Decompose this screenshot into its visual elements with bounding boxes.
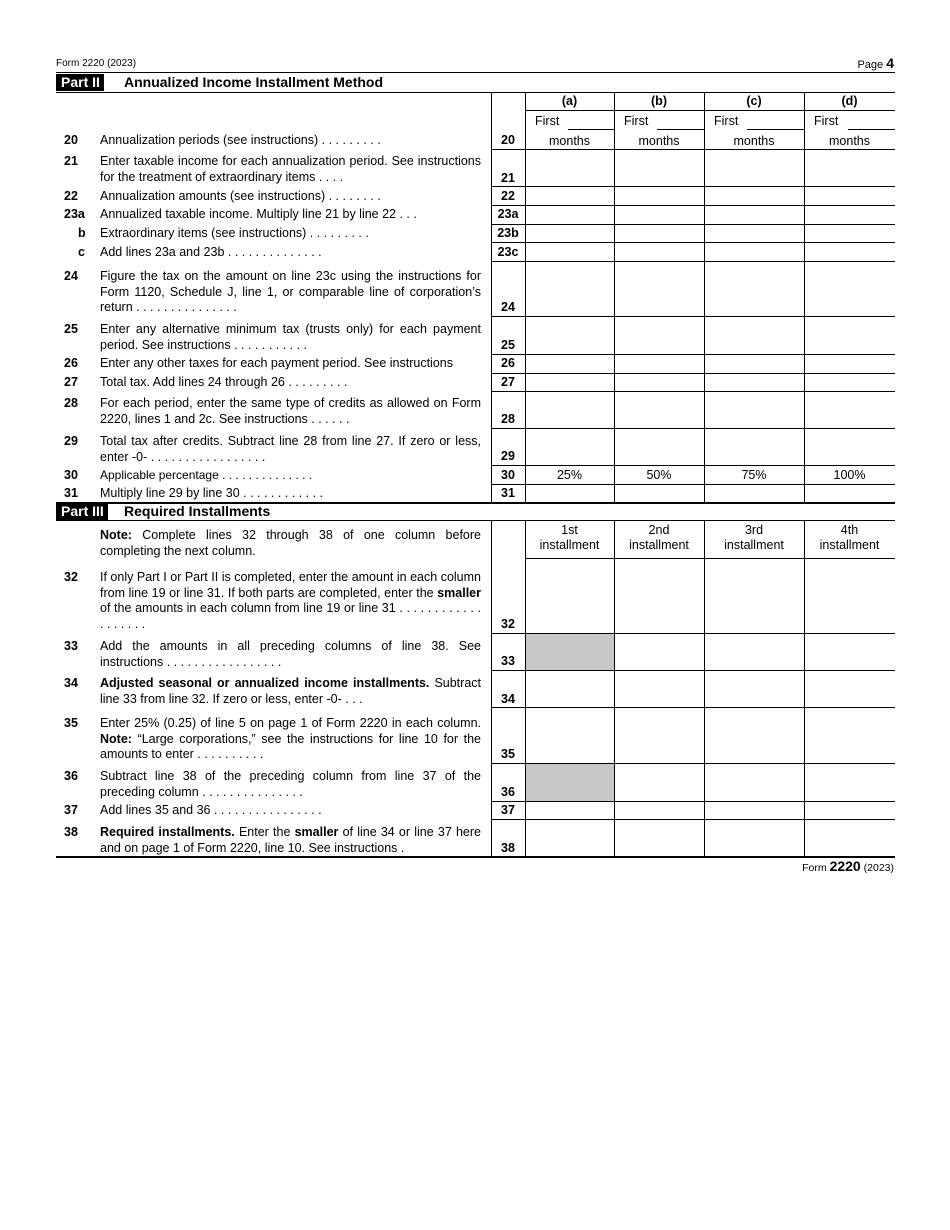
grid-line — [491, 465, 895, 466]
line-text: “Large corporations,” see the instructions for line 10 for the amounts to enter . . . . . . . . . . — [100, 731, 481, 761]
line-box-27: 27 — [501, 375, 515, 389]
first-label-d: First — [814, 114, 839, 128]
part2-title: Annualized Income Installment Method — [124, 74, 384, 90]
part2-tag: Part II — [56, 74, 104, 91]
line-number: 29 — [64, 434, 78, 448]
months-label-b: months — [638, 134, 680, 148]
installment-label: 3rd — [744, 523, 764, 537]
first-label-c: First — [714, 114, 739, 128]
installment-label: installment — [629, 538, 689, 552]
line-text: of the amounts in each column from line 19 or line 31 . . . . . . . . . . . . . . . . . . . — [100, 601, 481, 631]
bottom-rule — [56, 856, 895, 858]
shaded-cell-33 — [526, 634, 614, 670]
grid-line — [491, 428, 895, 429]
line-bold: Adjusted seasonal or annualized income installments. — [100, 676, 430, 690]
grid-line — [614, 93, 615, 503]
line-number: 35 — [64, 716, 78, 730]
grid-line — [491, 186, 895, 187]
line-number: 21 — [64, 154, 78, 168]
months-input-a[interactable] — [568, 129, 614, 130]
col-c-header: (c) — [746, 94, 762, 108]
grid-line — [525, 558, 895, 559]
line-box-33: 33 — [501, 654, 515, 668]
line-number: 20 — [64, 133, 78, 147]
part3-tag: Part III — [56, 503, 108, 520]
installment-header-2 — [614, 523, 704, 553]
months-label-a: months — [549, 134, 590, 148]
first-label-b: First — [624, 114, 649, 128]
pct-c: 75% — [741, 468, 767, 482]
line-box-21: 21 — [501, 171, 515, 185]
installment-label: 1st — [561, 523, 578, 537]
grid-line — [491, 224, 895, 225]
line-number: 24 — [64, 269, 78, 283]
line-description — [100, 825, 481, 856]
line-number: 25 — [64, 322, 78, 336]
line-description: Enter any other taxes for each payment period. See instructions — [100, 356, 453, 370]
line-description: Annualized taxable income. Multiply line 21 by line 22 . . . — [100, 207, 417, 221]
line-box-20: 20 — [501, 133, 515, 147]
top-rule — [56, 72, 895, 73]
installment-label: installment — [819, 538, 880, 552]
line-text: Enter the — [234, 825, 295, 839]
months-input-c[interactable] — [747, 129, 804, 130]
installment-header-4 — [804, 523, 895, 553]
line-number: 38 — [64, 825, 78, 839]
line-description: Extraordinary items (see instructions) . . . . . . . . . — [100, 226, 369, 240]
grid-line — [804, 93, 805, 503]
line-number: 32 — [64, 570, 78, 584]
months-input-d[interactable] — [848, 129, 895, 130]
line-box-32: 32 — [501, 617, 515, 631]
grid-line — [614, 521, 615, 857]
line-bold: Required installments. — [100, 825, 235, 839]
footer-year: (2023) — [863, 862, 894, 874]
installment-label: 2nd — [648, 523, 670, 537]
grid-line — [491, 149, 895, 150]
note-text — [100, 528, 481, 559]
installment-label: installment — [724, 538, 784, 552]
line-number: 30 — [64, 468, 78, 482]
line-box-24: 24 — [501, 300, 515, 314]
grid-line — [491, 205, 895, 206]
grid-line — [804, 521, 805, 857]
line-box-23c: 23c — [497, 245, 519, 259]
line-text: If only Part I or Part II is completed, enter the amount in each column from line 19 or line 31. If both parts are completed, enter the — [100, 570, 481, 600]
line-number: 22 — [64, 189, 78, 203]
line-number: 34 — [64, 676, 78, 690]
footer-form-label: Form — [802, 862, 827, 874]
page-num: 4 — [886, 55, 894, 71]
part2-rule — [56, 92, 895, 93]
line-box-38: 38 — [501, 841, 515, 855]
grid-line — [525, 521, 526, 857]
line-box-30: 30 — [501, 468, 515, 482]
grid-line — [491, 819, 895, 820]
months-label-c: months — [733, 134, 775, 148]
line-bold: smaller — [437, 585, 481, 600]
grid-line — [491, 354, 895, 355]
line-number: 36 — [64, 769, 78, 783]
installment-label: installment — [539, 538, 600, 552]
line-number: 37 — [64, 803, 78, 817]
grid-line — [491, 801, 895, 802]
line-box-26: 26 — [501, 356, 515, 370]
line-bold: Note: — [100, 731, 132, 746]
note-label: Note: — [100, 528, 132, 542]
grid-line — [704, 521, 705, 857]
grid-line — [491, 261, 895, 262]
line-box-23a: 23a — [497, 207, 519, 221]
line-description: Enter taxable income for each annualization period. See instructions for the treatment of extraordinary items . . . . — [100, 154, 481, 184]
note-body: Complete lines 32 through 38 of one column before completing the next column. — [100, 528, 481, 558]
line-box-25: 25 — [501, 338, 515, 352]
line-description — [100, 716, 481, 763]
line-description — [100, 676, 481, 707]
line-box-29: 29 — [501, 449, 515, 463]
line-description: Figure the tax on the amount on line 23c using the instructions for Form 1120, Schedule J, line 1, or comparable line of corporation’s return . . . . . . . . . . . . . . . — [100, 269, 481, 314]
installment-header-3 — [704, 523, 804, 553]
form-year-header: Form 2220 (2023) — [56, 58, 137, 69]
line-description: Enter any alternative minimum tax (trusts only) for each payment period. See instructions . . . . . . . . . . . — [100, 322, 481, 352]
col-d-header: (d) — [841, 94, 858, 108]
line-description: Applicable percentage . . . . . . . . . . . . . . — [100, 468, 313, 482]
footer-form-number: 2220 — [829, 858, 861, 874]
line-number: 27 — [64, 375, 78, 389]
months-label-d: months — [829, 134, 870, 148]
line-description: Annualization periods (see instructions) . . . . . . . . . — [100, 133, 381, 147]
line-number: 26 — [64, 356, 78, 370]
installment-label: 4th — [840, 523, 859, 537]
page-number — [857, 55, 894, 71]
grid-line — [491, 242, 895, 243]
part3-title: Required Installments — [124, 503, 271, 519]
grid-line — [491, 316, 895, 317]
line-number: c — [78, 245, 85, 259]
line-box-37: 37 — [501, 803, 515, 817]
line-number: 23a — [64, 207, 85, 221]
col-b-header: (b) — [651, 94, 667, 108]
line-description: Total tax after credits. Subtract line 28 from line 27. If zero or less, enter -0- . . . . . . . . . . . . . . . . . — [100, 434, 481, 464]
line-box-31: 31 — [501, 486, 515, 500]
grid-line — [704, 93, 705, 503]
grid-line — [525, 93, 526, 503]
line-box-35: 35 — [501, 747, 515, 761]
line-description: For each period, enter the same type of credits as allowed on Form 2220, lines 1 and 2c. See instructions . . . . . . — [100, 396, 481, 426]
line-bold: smaller — [294, 825, 339, 839]
line-description: Multiply line 29 by line 30 . . . . . . . . . . . . — [100, 486, 324, 500]
page-label: Page — [857, 59, 884, 71]
pct-b: 50% — [646, 468, 672, 482]
grid-line — [491, 707, 895, 708]
grid-line — [491, 670, 895, 671]
form-footer — [802, 858, 894, 874]
line-description: Subtract line 38 of the preceding column from line 37 of the preceding column . . . . . . . . . . . . . . . — [100, 769, 481, 799]
shaded-cell-36 — [526, 764, 614, 801]
line-description: Add the amounts in all preceding columns of line 38. See instructions . . . . . . . . . . . . . . . . . — [100, 639, 481, 669]
line-box-34: 34 — [501, 692, 515, 706]
line-description: Add lines 35 and 36 . . . . . . . . . . . . . . . . — [100, 803, 322, 817]
line-number: 28 — [64, 396, 78, 410]
col-a-header: (a) — [561, 94, 578, 108]
grid-line — [525, 110, 895, 111]
line-description: Annualization amounts (see instructions) . . . . . . . . — [100, 189, 381, 203]
line-number: b — [78, 226, 86, 240]
line-box-36: 36 — [501, 785, 515, 799]
first-label-a: First — [535, 114, 560, 128]
line-text: of line 34 or line 37 here and on page 1 of Form 2220, line 10. See instructions . — [100, 825, 481, 855]
line-description: Add lines 23a and 23b . . . . . . . . . . . . . . — [100, 245, 322, 259]
line-number: 33 — [64, 639, 78, 653]
months-input-b[interactable] — [657, 129, 704, 130]
line-box-28: 28 — [501, 412, 515, 426]
line-text: Subtract line 33 from line 32. If zero or less, enter -0- . . . — [100, 676, 481, 706]
pct-a: 25% — [556, 468, 583, 482]
grid-line — [491, 373, 895, 374]
line-number: 31 — [64, 486, 78, 500]
part3-title-rule — [56, 520, 895, 521]
grid-line — [491, 93, 492, 503]
pct-d: 100% — [833, 468, 866, 482]
line-box-23b: 23b — [497, 226, 519, 240]
installment-header-1 — [525, 523, 614, 553]
line-description: Total tax. Add lines 24 through 26 . . . . . . . . . — [100, 375, 348, 389]
line-text: Enter 25% (0.25) of line 5 on page 1 of Form 2220 in each column. — [100, 716, 481, 730]
grid-line — [491, 484, 895, 485]
grid-line — [491, 391, 895, 392]
line-box-22: 22 — [501, 189, 515, 203]
line-description — [100, 570, 481, 632]
